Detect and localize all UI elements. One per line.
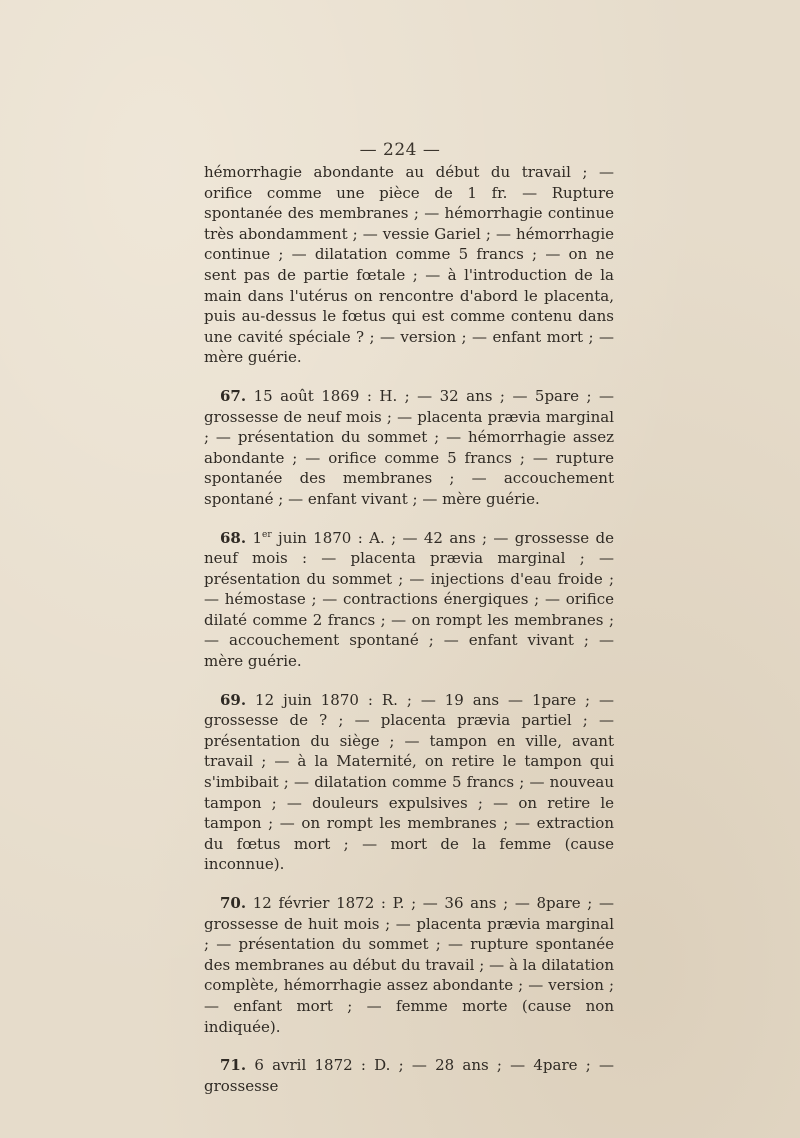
case-entry-68	[204, 528, 614, 672]
case-text: 12 février 1872 : P. ; — 36 ans ; — 8pare ; — grossesse de huit mois ; — placenta prævia marginal ; — présentation du sommet ; — rupture spontanée des membranes au début du travail ; — à la dilatation complète, hémorrhagie assez abondante ; — version ; — enfant mort ; — femme morte (cause non indiquée).	[204, 894, 614, 1036]
case-date-day: 1	[252, 528, 263, 547]
case-entry-71	[204, 1055, 614, 1096]
case-text: 12 juin 1870 : R. ; — 19 ans — 1pare ; — grossesse de ? ; — placenta prævia partiel ; — présentation du siège ; — tampon en ville, avant travail ; — à la Maternité, on retire le tampon qui s'imbibait ; — dilatation comme 5 francs ; — nouveau tampon ; — douleurs expulsives ; — on retire le tampon ; — on rompt les membranes ; — extraction du fœtus mort ; — mort de la femme (cause inconnue).	[204, 690, 614, 874]
continuation-paragraph: hémorrhagie abondante au début du travail ; — orifice comme une pièce de 1 fr. — Rupture spontanée des membranes ; — hémorrhagie continue très abondamment ; — vessie Gariel ; — hémorrhagie continue ; — dilatation comme 5 francs ; — on ne sent pas de partie fœtale ; — à l'introduction de la main dans l'utérus on rencontre d'abord le placenta, puis au-dessus le fœtus qui est comme contenu dans une cavité spéciale ? ; — version ; — enfant mort ; — mère guérie.	[204, 163, 614, 367]
case-number: 67.	[220, 386, 247, 405]
case-entry-67	[204, 386, 614, 510]
case-number: 68.	[220, 528, 247, 547]
case-entry-70	[204, 893, 614, 1037]
case-text: 6 avril 1872 : D. ; — 28 ans ; — 4pare ; — grossesse	[204, 1056, 614, 1095]
case-text: juin 1870 : A. ; — 42 ans ; — grossesse de neuf mois : — placenta prævia marginal ; — présentation du sommet ; — injections d'eau froide ; — hémostase ; — contractions énergiques ; — orifice dilaté comme 2 francs ; — on rompt les membranes ; — accouchement spontané ; — enfant vivant ; — mère guérie.	[204, 528, 614, 671]
case-number: 70.	[220, 894, 247, 912]
case-number: 71.	[220, 1056, 247, 1075]
case-date-superscript: er	[262, 529, 272, 540]
case-text: 15 août 1869 : H. ; — 32 ans ; — 5pare ; — grossesse de neuf mois ; — placenta prævia marginal ; — présentation du sommet ; — hémorrhagie assez abondante ; — orifice comme 5 francs ; — rupture spontanée des membranes ; — accouchement spontané ; — enfant vivant ; — mère guérie.	[204, 386, 614, 508]
case-entry-69	[204, 690, 614, 875]
page-number: — 224 —	[359, 140, 441, 160]
text-body	[204, 162, 614, 1096]
case-number: 69.	[220, 690, 247, 709]
